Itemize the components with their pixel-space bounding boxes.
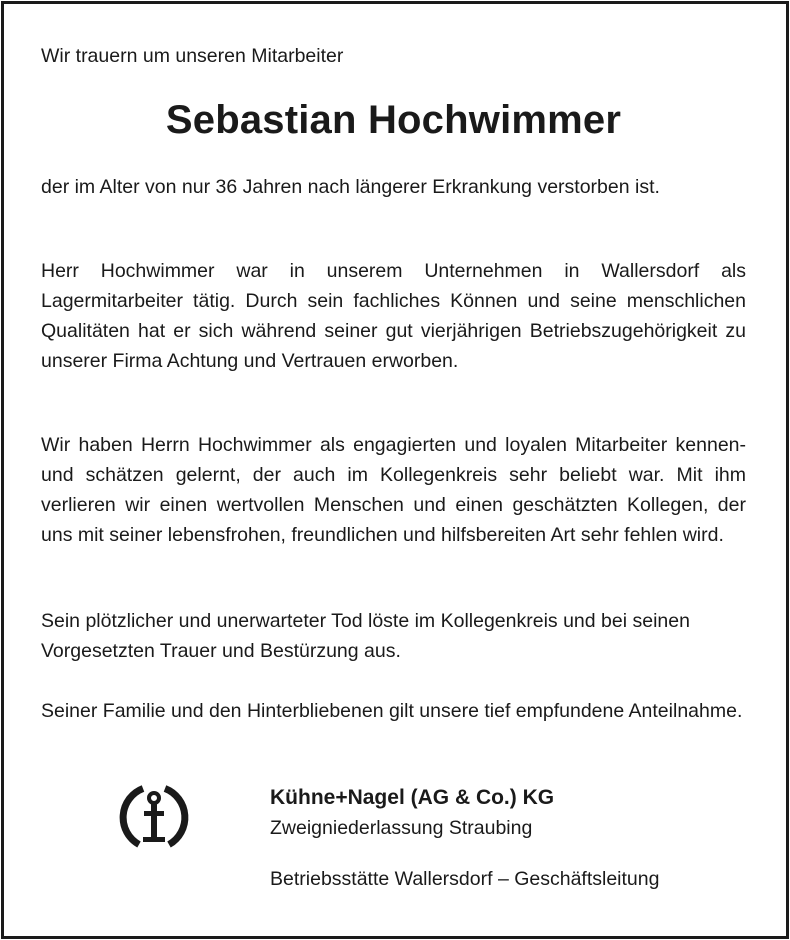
paragraph-age: der im Alter von nur 36 Jahren nach längerer Erkrankung verstorben ist. [41,176,660,198]
company-name: Kühne+Nagel (AG & Co.) KG [270,786,555,809]
branch-name: Zweigniederlassung Straubing [270,817,533,839]
anchor-circle-icon [118,781,190,853]
deceased-name: Sebastian Hochwimmer [165,98,622,142]
intro-line: Wir trauern um unseren Mitarbeiter [41,45,344,67]
paragraph-appreciation: Wir haben Herrn Hochwimmer als engagierten und loyalen Mitarbeiter kennen- und schätzen gelernt, der auch im Kollegenkreis sehr beliebt war. Mit ihm verlieren wir einen wertvollen Menschen und einen geschätzten Kollegen, der uns mit seiner lebensfrohen, freundlichen und hilfsbereiten Art sehr fehlen wird. [41,434,746,546]
paragraph-shock: Sein plötzlicher und unerwarteter Tod löste im Kollegenkreis und bei seinen Vorgesetzten Trauer und Bestürzung aus. [41,610,690,662]
paragraph-condolence: Seiner Familie und den Hinterbliebenen gilt unsere tief empfundene Anteilnahme. [41,700,743,722]
paragraph-employment: Herr Hochwimmer war in unserem Unternehmen in Wallersdorf als Lagermitarbeiter tätig. Durch sein fachliches Können und seine menschlichen Qualitäten hat er sich während seiner gut vierjährigen Betriebszugehörigkeit zu unserer Firma Achtung und Vertrauen erworben. [41,260,746,372]
site-management: Betriebsstätte Wallersdorf – Geschäftsleitung [270,868,660,890]
